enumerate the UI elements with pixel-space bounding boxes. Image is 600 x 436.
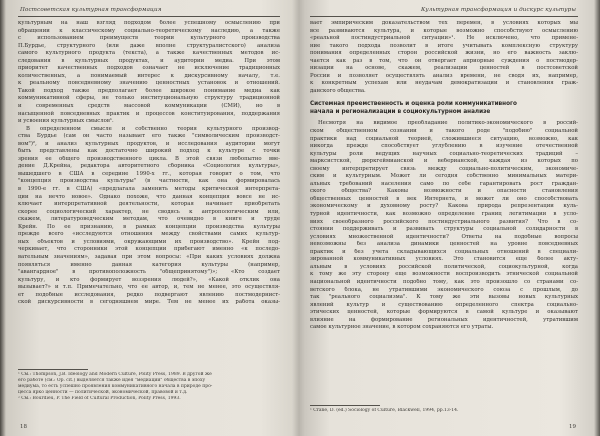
text-line: скорее социологический характер, не сводясь к антропологическим или, <box>18 208 280 215</box>
text-line: "авангардное" в противоположность "общепринятому")»; «Кто создает <box>18 269 280 276</box>
text-line: явлений культур и существованию определенного спектра социально- <box>310 301 578 308</box>
text-line: альным в условиях российской политической, социокультурной, когда <box>310 263 578 270</box>
text-line: культуру, и кто формирует воззрения людей?», «Какой отклик она <box>18 276 280 283</box>
text-line: коммуникативной сферы, не только институциональную структуру традиционной <box>18 95 280 102</box>
left-header-rule <box>18 16 280 17</box>
text-line: вательным значениям», задавая при этом вопросы: «При каких условиях должна <box>18 253 280 260</box>
section-heading-line: начала и регионализации в социокультурном анализе <box>310 109 491 116</box>
text-line: П.Бурдье, структурного (или даже вполне структуралистского) анализа <box>18 42 280 49</box>
text-line: влияние на формирование региональных идентичностей, утратившим <box>310 316 578 323</box>
footnote-line: его работе (см.: Op. cit.) выделяется также идея "медиации" общества в эпоху <box>18 378 206 384</box>
text-line: понимания определенных сторон российской жизни, но его важность заклю- <box>310 50 578 57</box>
text-line: стоянии поддерживать и развивать структуры социальной солидарности в <box>310 226 578 233</box>
right-footnote-rule <box>310 405 380 406</box>
text-line: невозможны без анализа динамики ценностей на уровне повседневных <box>310 241 578 248</box>
text-line: с использованием преимуществ теории культурного производства <box>18 35 280 42</box>
text-line: самого культурного продукта (текста), а также качественных методов ис- <box>18 50 280 57</box>
text-line: зрения ее общего производственного цикла. В этой связи любопытно вве- <box>18 155 280 162</box>
text-line: появляться именно данная категория культуры (например, <box>18 261 280 268</box>
text-line: к конкретным успехам или неудачам демократизации и становления граж- <box>310 80 578 87</box>
text-line: вом")², и анализ культурных продуктов, и исследования аудитории могут <box>18 140 280 147</box>
right-running-head: Культурная трансформация и дискурс культуры <box>420 7 576 13</box>
text-line: марксистской, дюркгеймианской и веберианской, каждая из которых по <box>310 158 578 165</box>
right-header-rule <box>310 16 578 17</box>
text-line: этических ценностей, которые формируются в самой культуре и оказывают <box>310 309 578 316</box>
text-line: к реальному повседневному значению ценностных установок и отношений. <box>18 80 280 87</box>
left-page <box>18 0 280 436</box>
left-footnote-rule <box>18 369 88 370</box>
text-line: турной идентичности, как возможно определение границ легитимации в усло- <box>310 211 578 218</box>
text-line: Такой подход также предполагает более широкое понимание медиа как <box>18 87 280 94</box>
text-line: и современных средств массовой коммуникации (СМИ), но в <box>18 103 280 110</box>
text-line: Несмотря на видимое преобладание политико-экономического в россий- <box>318 120 578 127</box>
text-line: ского общества? Каковы возможности и опасности становления <box>310 188 578 195</box>
text-line: зированной коммуникативных условиях. Это становится еще более акту- <box>310 256 578 263</box>
text-line: прежде всего «исследуются отношения между свойствами самих культур- <box>18 231 280 238</box>
right-page <box>310 0 578 436</box>
footnote-line: ¹ Crane, D. (ed.) Sociology of Culture, Blackwell, 1994, pp.13-14. <box>310 408 459 413</box>
right-body-text <box>310 20 578 332</box>
text-line: ской дискурсивности в сегодняшнем мире. Тем не менее их работа оказы- <box>18 299 280 306</box>
text-line: в 1990-е гг. в США) «предлагала заменить методы критической интерпрета- <box>18 186 280 193</box>
left-page-number: 18 <box>20 424 27 430</box>
text-line: данского общества. <box>310 87 366 94</box>
text-line: общественных ценностей в век Интернета, и может ли оно способствовать <box>310 195 578 202</box>
text-line: культурным на наш взгляд подходом более успешному осмыслению при <box>18 20 280 26</box>
footnote-line: ² См.: Bourdieu, P. The Field of Cultural Production, Polity Press, 1993. <box>18 396 181 402</box>
right-page-number: 19 <box>569 424 576 430</box>
left-footnotes <box>18 369 280 402</box>
text-line: практики над социальной теорией, сложившиеся ситуацию, возможно, как <box>310 135 578 142</box>
text-line: практик и без учета складывающихся социальных отношений в специали- <box>310 248 578 255</box>
text-line: ключает интерпретативной деятельности, которая начинает приобретать <box>18 201 280 208</box>
text-line: культуры роли ведущих научных социально-теоретических традиций – <box>310 150 578 157</box>
text-line: ском общественном сознании и такого роде "подобию" социальной <box>310 128 578 135</box>
text-line: обращении к классическому социально-теоретическому наследию, а также <box>18 27 280 34</box>
text-line: вышедшего в США в середине 1990-х гг., которая говорит о том, что <box>18 170 280 177</box>
text-line: «реальной постиндустриальной ситуации»¹. Не исключено, что примене- <box>310 35 578 42</box>
section-heading-line: Системная преемственность и оценка роли коммуникативного <box>310 101 517 108</box>
text-line: самое культурное значение, в котором сохраняются его утраты. <box>310 324 494 331</box>
text-line: чается как раз в том, что он отвергает априорные суждения о постмодер- <box>310 57 578 64</box>
text-line: ским и культурным. Может ли сегодня собственно минимальных матери- <box>310 173 578 180</box>
text-line: черкивает, что сторонники этой концепции прибегают именно «к последо- <box>18 246 280 253</box>
text-line: вызывает?» и т.п. Примечательно, что ее автор, и, тем не менее, это осуществля- <box>18 284 280 291</box>
text-line: виях своеобразного российского постиндустриального развития? Что в со- <box>310 218 578 225</box>
text-line: "концепция производства культуры" (в частности, как она формировалась <box>18 178 280 185</box>
footnote-line: цесса ярко ценности — политической, экономической, правовой и т.д. <box>18 390 188 396</box>
text-line: ние такого подхода позволит в итоге учитывать комплексную структуру <box>310 42 578 49</box>
text-line: количественных, а понимаемый интерес к дискурсивному началу, т.е. <box>18 72 280 79</box>
text-line: ных объектов и условиями, окружающими их производство». Крейн под- <box>18 238 280 245</box>
text-line: своему интерпретирует связь между социально-политическим, экономиче- <box>310 165 578 172</box>
text-line: ции на нечто новое». Однако похоже, что данная концепция вовсе не ис- <box>18 193 280 200</box>
right-footnotes <box>310 405 578 414</box>
text-line: условиях множественной идентичности? Ответы на подобные вопросы <box>310 233 578 240</box>
section-heading <box>310 100 578 116</box>
text-line: и усвоения культурных смыслов¹. <box>18 118 114 125</box>
text-line: ветского блока, не утратившими экономического союза с прошлым, до <box>310 286 578 293</box>
text-line: следования в культурных продуктах, и аудитории медиа. При этом <box>18 57 280 64</box>
text-line: альных требований населения само по себе гарантировать рост граждан- <box>310 180 578 187</box>
text-line: так "реального социализма". К тому же эти вызовы новых культурных <box>310 294 578 301</box>
text-line: никогда прежде способствует углублению в изучение отечественной <box>310 143 578 150</box>
text-line: вает эмпирическим доказательством тех перемен, в условиях которых мы <box>310 20 578 26</box>
text-line: все развиваются культура, и которые возможно способствуют осмыслению <box>310 27 578 34</box>
text-line: скажем, литературоведческим методам, что очевидно в книге и труде <box>18 216 280 223</box>
text-line: дение Д.Крейна, редактора авторитетного сборника «Социология культуры», <box>18 163 280 170</box>
text-line: низации на основе, скажем, реализации ценностей в постсоветской <box>310 65 578 72</box>
left-body-text <box>18 20 280 307</box>
text-line: экономическому и духовному росту? Какова природа репрезентации куль- <box>310 203 578 210</box>
text-line: Крейн. По ее признанию, в рамках концепции производства культуры <box>18 223 280 230</box>
text-line: ства Бурдье (сам он часто называет его также "символическим производст- <box>18 133 280 140</box>
text-line: насыщенной повседневных практик и процессов конституирования, поддержания <box>18 110 280 117</box>
text-line: быть представлены как достаточно широкий подход к культуре с точки <box>18 148 280 155</box>
text-line: В определенном смысле и собственно теория культурного производ- <box>26 125 280 132</box>
footnote-line: медиума, то есть успешно проявления коммуникативного начала в природе про- <box>18 384 213 390</box>
text-line: России и позволяет осуществлять анализ времени, не сводя их, например, <box>310 72 578 79</box>
footnote-line: ¹ См.: Thompson, J.B. Ideology and Modern Culture, Polity Press, 1989. В другой же <box>18 372 212 377</box>
left-running-head: Постсоветская культурная трансформация <box>20 7 162 13</box>
text-line: ет подобные исследования, редко подвергают явлению постмодернист- <box>18 291 280 298</box>
text-line: к тому же эту сторону еще возможности воспроизводить этнической социальной <box>310 271 578 278</box>
text-line: приоритет качественных подходов означает не исключение традиционных <box>18 65 280 72</box>
text-line: национальной идентичности подобно тому, как это произошло со странами со- <box>310 278 578 285</box>
